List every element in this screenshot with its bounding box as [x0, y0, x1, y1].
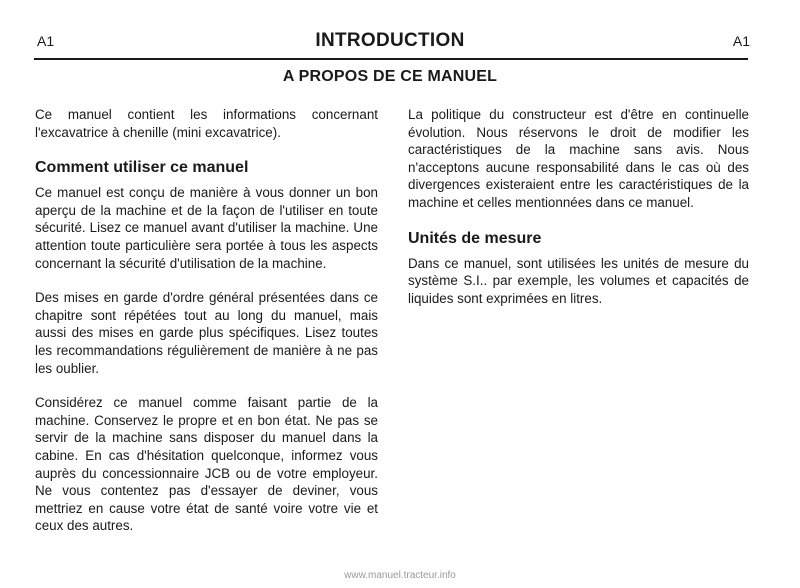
left-paragraph-1: Ce manuel est conçu de manière à vous donner un bon aperçu de la machine et de la façon de l'utiliser en toute sécurité. Lisez ce manuel avant d'utiliser la machine. Une attention toute particulière sera portée à tous les aspects concernant la sécurité d'utilisation de la machine. [35, 185, 378, 271]
page-number-left: A1 [37, 33, 55, 49]
units-heading: Unités de mesure [408, 229, 542, 247]
page-number-right: A1 [732, 33, 750, 49]
left-paragraph-2: Des mises en garde d'ordre général présentées dans ce chapitre sont répétées tout au long du manuel, mais aussi des mises en garde plus spécifiques. Lisez toutes les recommandations régulièrement de manière à ne pas les oublier. [35, 290, 378, 376]
left-paragraph-3: Considérez ce manuel comme faisant partie de la machine. Conservez le propre et en bon état. Ne pas se servir de la machine sans disposer du manuel dans la cabine. En cas d'hésitation quelconque, informez vous auprès du concessionnaire JCB ou de votre employeur. Ne vous contentez pas d'essayer de deviner, vous mettriez en cause votre état de santé voire votre vie et ceux des autres. [35, 395, 378, 534]
right-column [408, 106, 749, 324]
right-intro-paragraph: La politique du constructeur est d'être en continuelle évolution. Nous réservons le droit de modifier les caractéristiques de la machine sans avis. Nous n'acceptons aucune responsabilité dans le cas où des divergences existeraient entre les caractéristiques de la machine et celles mentionnées dans ce manuel. [408, 107, 749, 210]
page-title: INTRODUCTION [315, 30, 465, 51]
footer-watermark: www.manuel.tracteur.info [344, 570, 456, 581]
units-paragraph: Dans ce manuel, sont utilisées les unités de mesure du système S.I.. par exemple, les volumes et capacités de liquides sont exprimées en litres. [408, 255, 749, 306]
how-to-use-heading: Comment utiliser ce manuel [35, 159, 249, 177]
section-title: A PROPOS DE CE MANUEL [282, 68, 498, 85]
left-intro-paragraph: Ce manuel contient les informations concernant l'excavatrice à chenille (mini excavatrice). [35, 107, 378, 140]
header-rule [34, 58, 748, 60]
left-column [35, 106, 378, 552]
